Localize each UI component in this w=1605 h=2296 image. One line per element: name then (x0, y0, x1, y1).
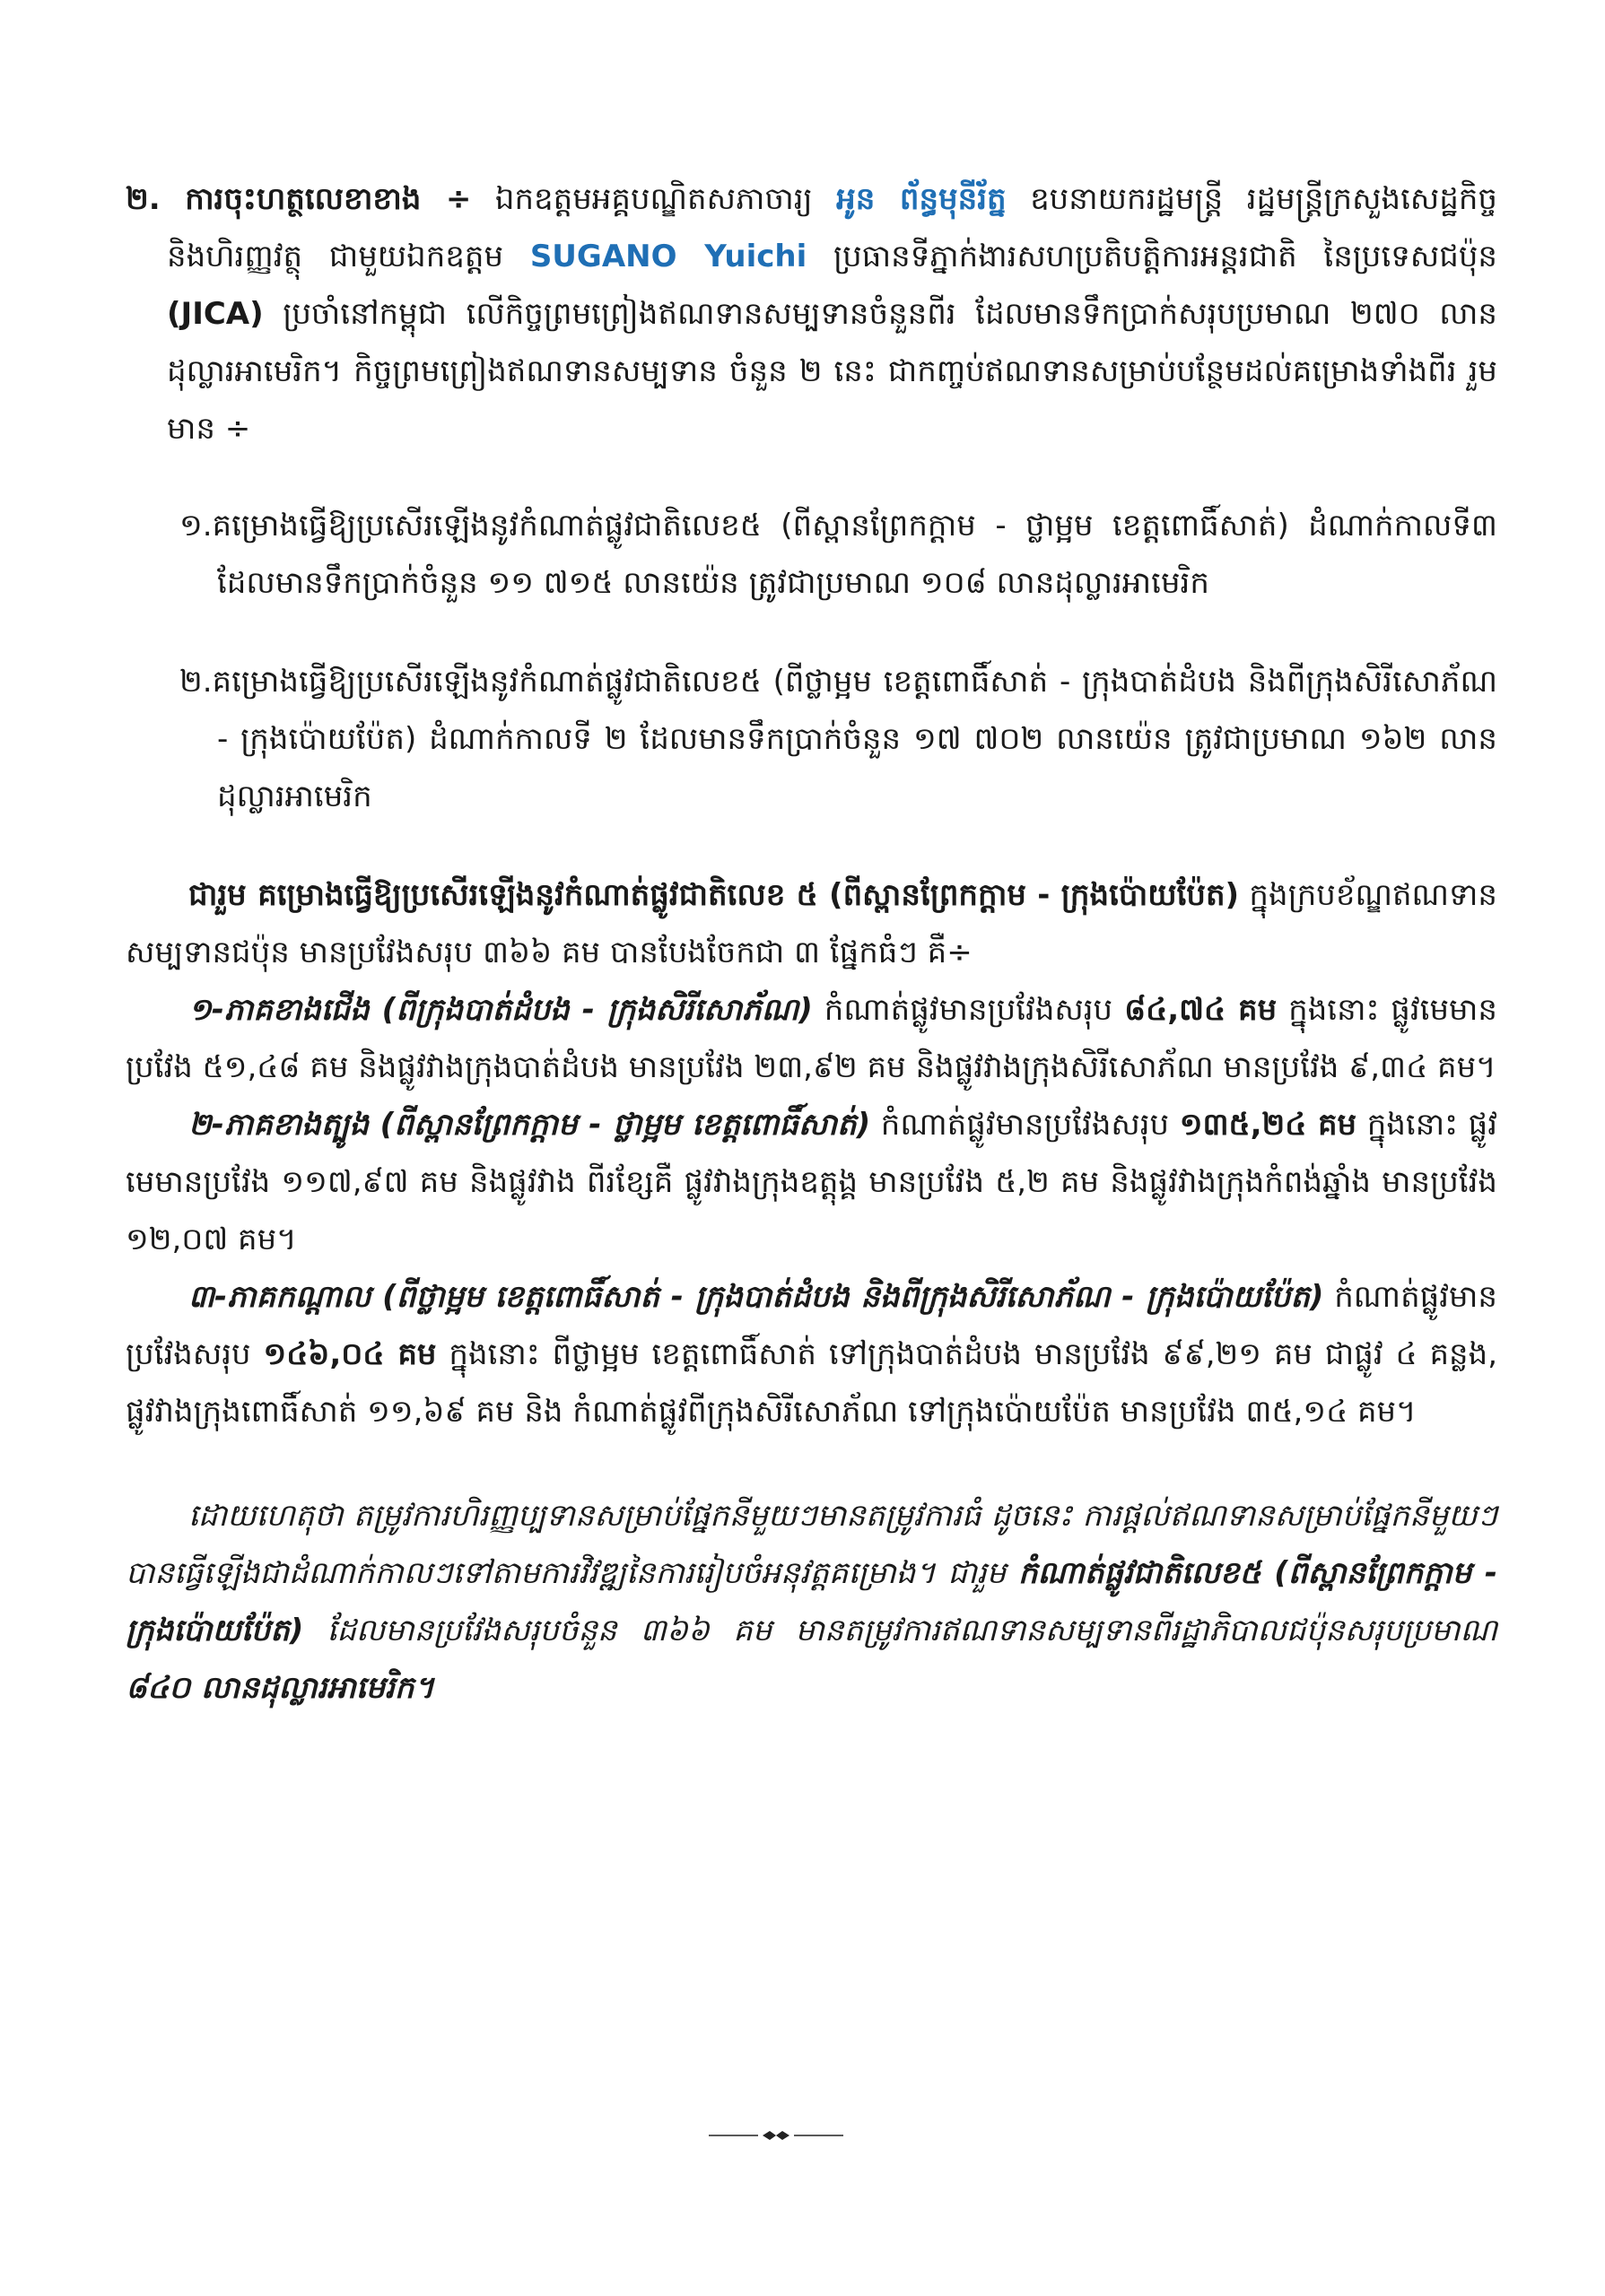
intro-paragraph (126, 170, 1497, 457)
part-title: ១-ភាគខាងជើង (ពីក្រុងបាត់ដំបង - ក្រុងសិរីសោភ័ណ) (188, 992, 813, 1028)
part-text: កំណាត់ផ្លូវមានប្រវែងសរុប (824, 992, 1113, 1028)
part-detail: ក្នុងនោះ ផ្លូវមេមានប្រវែង ១១៧,៩៧ គម និងផ្លូវវាង ពីរខ្សែគឺ ផ្លូវវាងក្រុងឧត្តុង្គ មានប្រវែង ៥,២ គម និងផ្លូវវាងក្រុងកំពង់ឆ្នាំង មានប្រវែង ១២,០៧ គម។ (126, 1107, 1497, 1257)
name-deputy-prime-minister: អូន ព័ន្ធមុនីរ័ត្ន (836, 181, 1007, 217)
part-title: ២-ភាគខាងត្បូង (ពីស្ពានព្រែកក្ដាម - ថ្លាម្អម ខេត្តពោធិ៍សាត់) (188, 1107, 871, 1143)
part-south (126, 1096, 1497, 1268)
project-list (179, 497, 1497, 825)
closing-paragraph (126, 1487, 1497, 1717)
intro-text-b: ឧបនាយករដ្ឋមន្ត្រី រដ្ឋមន្ត្រីក្រសួងសេដ្ឋកិច្ចនិងហិរញ្ញវត្ថុ ជាមួយឯកឧត្តម (167, 181, 1497, 274)
summary-bold: ជារួម គម្រោងធ្វើឱ្យប្រសើរឡើងនូវកំណាត់ផ្លូវជាតិលេខ ៥ (ពីស្ពានព្រែកក្ដាម - ក្រុងប៉ោយប៉ែត) (188, 877, 1240, 913)
intro-text-c: ប្រធានទីភ្នាក់ងារសហប្រតិបត្តិការអន្តរជាតិ នៃប្រទេសជប៉ុន (833, 239, 1497, 274)
part-central (126, 1268, 1497, 1440)
part-text: កំណាត់ផ្លូវមានប្រវែងសរុប (880, 1107, 1170, 1143)
closing-bold-a: កំណាត់ផ្លូវជាតិលេខ៥ (ពីស្ពានព្រែកក្ដាម - ក្រុងប៉ោយប៉ែត) (126, 1555, 1497, 1648)
part-detail: ក្នុងនោះ ពីថ្លាម្អម ខេត្តពោធិ៍សាត់ ទៅក្រុងបាត់ដំបង មានប្រវែង ៩៩,២១ គម ជាផ្លូវ ៤ គន្លង, ផ្លូវវាងក្រុងពោធិ៍សាត់ ១១,៦៩ គម និង កំណាត់ផ្លូវពីក្រុងសិរីសោភ័ណ ទៅក្រុងប៉ោយប៉ែត មានប្រវែង ៣៥,១៤ គម។ (126, 1336, 1497, 1430)
jica-abbreviation: (JICA) (167, 296, 264, 332)
part-length: ១៣៥,២៤ គម (1179, 1107, 1357, 1143)
summary-paragraph (126, 866, 1497, 981)
closing-text-b: ដែលមានប្រវែងសរុបចំនួន ៣៦៦ គម មានតម្រូវការឥណទានសម្បទានពីរដ្ឋាភិបាលជប៉ុនសរុបប្រមាណ (327, 1613, 1497, 1648)
part-text: កំណាត់ផ្លូវមានប្រវែងសរុប (126, 1279, 1497, 1372)
part-title: ៣-ភាគកណ្ដាល (ពីថ្លាម្អម ខេត្តពោធិ៍សាត់ - ក្រុងបាត់ដំបង និងពីក្រុងសិរីសោភ័ណ - ក្រុងប៉ោយប៉ែត) (188, 1279, 1324, 1315)
part-north (126, 981, 1497, 1096)
part-length: ៨៤,៧៤ គម (1124, 992, 1278, 1028)
intro-text-d: ប្រចាំនៅកម្ពុជា លើកិច្ចព្រមព្រៀងឥណទានសម្បទានចំនួនពីរ ដែលមានទឹកប្រាក់សរុបប្រមាណ ២៧០ លានដុល្លារអាមេរិក។ កិច្ចព្រមព្រៀងឥណទានសម្បទាន ចំនួន ២ នេះ ជាកញ្ចប់ឥណទានសម្រាប់បន្ថែមដល់គម្រោងទាំងពីរ រួមមាន ÷ (167, 296, 1497, 447)
list-item: ១.គម្រោងធ្វើឱ្យប្រសើរឡើងនូវកំណាត់ផ្លូវជាតិលេខ៥ (ពីស្ពានព្រែកក្ដាម - ថ្លាម្អម ខេត្តពោធិ៍សាត់) ដំណាក់កាលទី៣ ដែលមានទឹកប្រាក់ចំនួន ១១ ៧១៥ លានយ៉េន ត្រូវជាប្រមាណ ១០៨ លានដុល្លារអាមេរិក (179, 508, 1497, 601)
part-length: ១៤៦,០៤ គម (263, 1336, 437, 1372)
list-item: ២.គម្រោងធ្វើឱ្យប្រសើរឡើងនូវកំណាត់ផ្លូវជាតិលេខ៥ (ពីថ្លាម្អម ខេត្តពោធិ៍សាត់ - ក្រុងបាត់ដំបង និងពីក្រុងសិរីសោភ័ណ - ក្រុងប៉ោយប៉ែត) ដំណាក់កាលទី ២ ដែលមានទឹកប្រាក់ចំនួន ១៧ ៧០២ លានយ៉េន ត្រូវជាប្រមាណ ១៦២ លានដុល្លារអាមេរិក (179, 664, 1497, 814)
closing-bold-b: ៨៤០ លានដុល្លារអាមេរិក។ (126, 1670, 434, 1706)
intro-text-a: ឯកឧត្តមអគ្គបណ្ឌិតសភាចារ្យ (494, 181, 813, 217)
part-detail: ក្នុងនោះ ផ្លូវមេមានប្រវែង ៥១,៤៨ គម និងផ្លូវវាងក្រុងបាត់ដំបង មានប្រវែង ២៣,៩២ គម និងផ្លូវវាងក្រុងសិរីសោភ័ណ មានប្រវែង ៩,៣៤ គម។ (126, 992, 1498, 1085)
section-heading: ២. ការចុះហត្ថលេខាខាង ÷ (126, 181, 472, 217)
closing-text-a: ដោយហេតុថា តម្រូវការហិរញ្ញប្បទានសម្រាប់ផ្នែកនីមួយៗមានតម្រូវការធំ ដូចនេះ ការផ្ដល់ឥណទានសម្រាប់ផ្នែកនីមួយៗបានធ្វើឡើងជាដំណាក់កាលៗទៅតាមការវិវឌ្ឍនៃការរៀបចំអនុវត្តគម្រោង។ ជារួម (126, 1498, 1497, 1591)
name-jica-representative: SUGANO Yuichi (529, 239, 807, 274)
summary-rest: ក្នុងក្របខ័ណ្ឌឥណទានសម្បទានជប៉ុន មានប្រវែងសរុប ៣៦៦ គម បានបែងចែកជា ៣ ផ្នែកធំៗ គឺ÷ (126, 877, 1497, 970)
divider-ornament-icon (709, 2129, 843, 2142)
